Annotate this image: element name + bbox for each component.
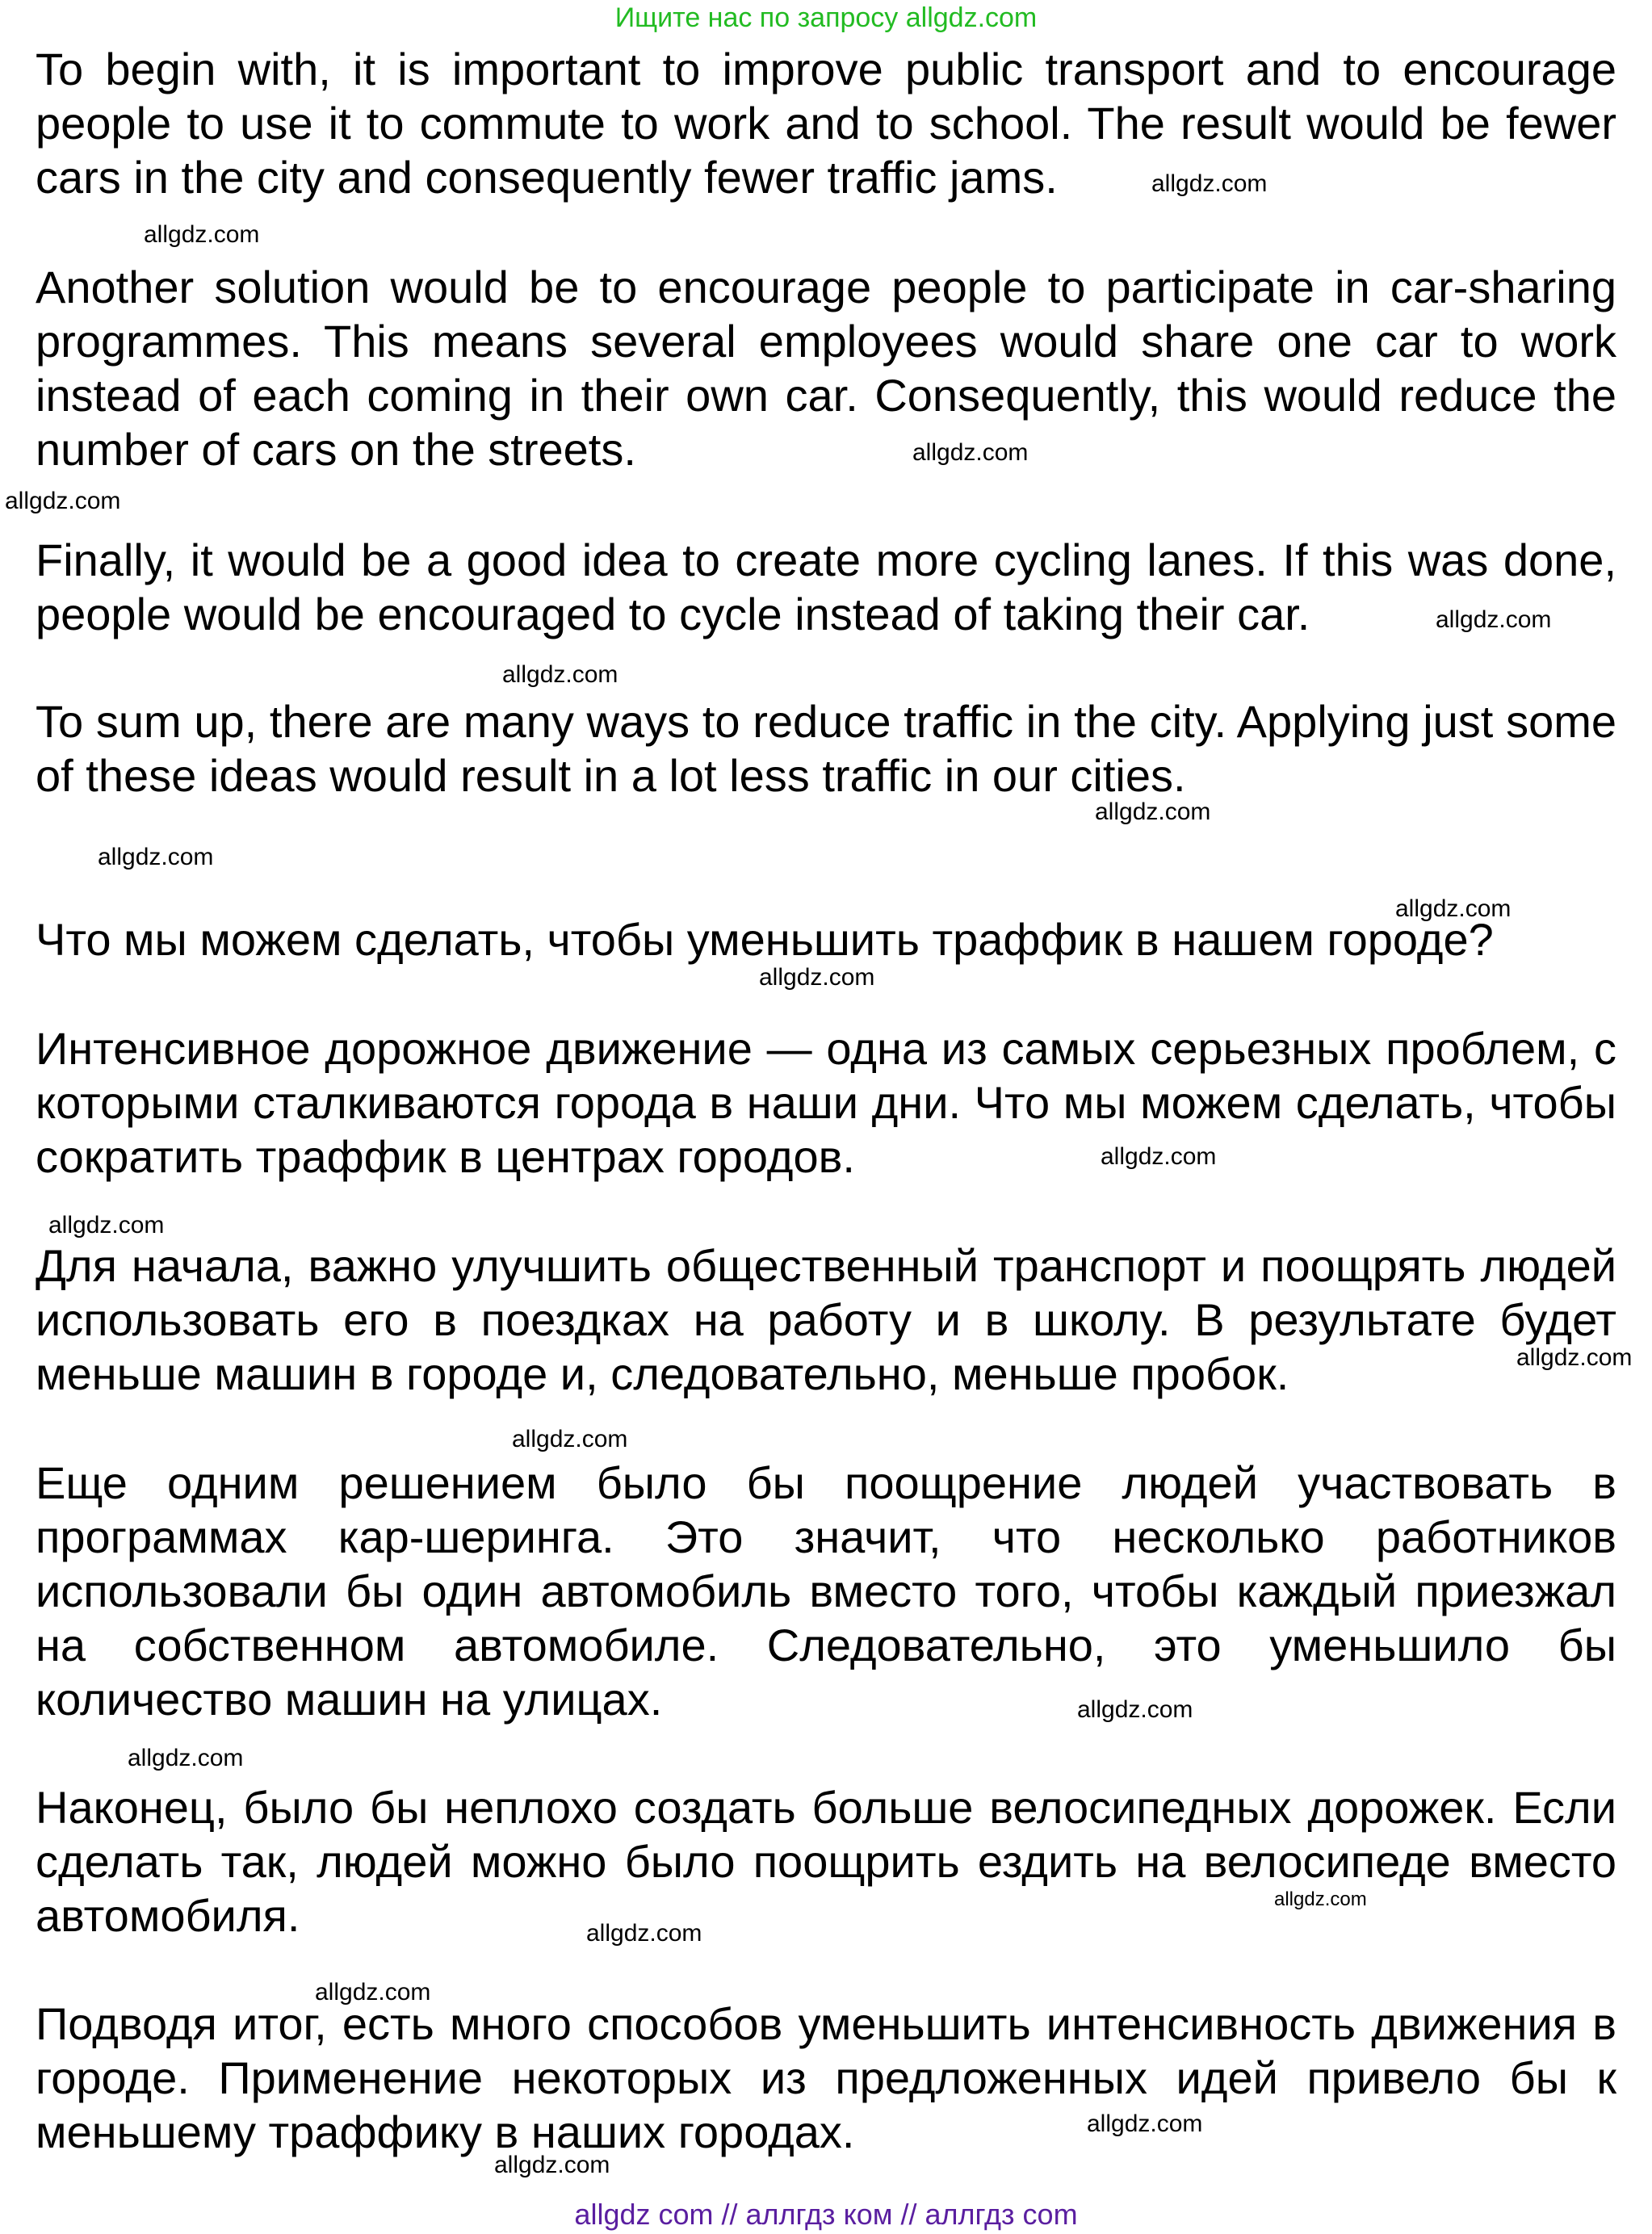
paragraph-ru-title: Что мы можем сделать, чтобы уменьшить траффик в нашем городе? [36,914,1494,965]
paragraph-ru-3: Еще одним решением было бы поощрение людей участвовать в программах кар-шеринга. Это значит, что несколько работников использовали бы один автомобиль вместо того, чтобы каждый приезжал на собственном автомобиле. Следовательно, это уменьшило бы количество машин на улицах. [36,1457,1616,1725]
watermark: allgdz.com [5,488,121,514]
watermark: allgdz.com [759,964,875,991]
watermark: allgdz.com [1095,798,1211,825]
paragraph-en-1: To begin with, it is important to improve public transport and to encourage people to use it to commute to work and to school. The result would be fewer cars in the city and consequently fewer traffic jams. [36,44,1616,203]
watermark: allgdz.com [1436,606,1552,633]
watermark: allgdz.com [494,2152,610,2178]
watermark: allgdz.com [586,1920,702,1947]
watermark: allgdz.com [128,1745,244,1771]
watermark: allgdz.com [912,439,1029,466]
watermark: allgdz.com [1274,1888,1367,1910]
watermark: allgdz.com [1077,1696,1193,1723]
watermark: allgdz.com [1101,1143,1217,1170]
watermark: allgdz.com [48,1212,165,1239]
watermark: allgdz.com [1395,895,1512,922]
paragraph-ru-1: Интенсивное дорожное движение — одна из самых серьезных проблем, с которыми сталкиваются города в наши дни. Что мы можем сделать, чтобы сократить траффик в центрах городов. [36,1023,1616,1182]
paragraph-ru-5: Подводя итог, есть много способов уменьшить интенсивность движения в городе. Применение некоторых из предложенных идей привело бы к меньшему траффику в наших городах. [36,1998,1616,2157]
paragraph-en-2: Another solution would be to encourage people to participate in car-sharing programmes. This means several employees would share one car to work instead of each coming in their own car. Consequently, this would reduce the number of cars on the streets. [36,262,1616,475]
watermark: allgdz.com [315,1979,431,2006]
paragraph-en-3: Finally, it would be a good idea to create more cycling lanes. If this was done, people would be encouraged to cycle instead of taking their car. [36,534,1616,639]
watermark: allgdz.com [98,844,214,870]
watermark: allgdz.com [512,1426,628,1452]
watermark: allgdz.com [1151,170,1268,197]
paragraph-ru-4: Наконец, было бы неплохо создать больше велосипедных дорожек. Если сделать так, людей можно было поощрить ездить на велосипеде вместо автомобиля. [36,1782,1616,1941]
watermark: allgdz.com [502,661,618,688]
watermark: allgdz.com [1516,1344,1633,1371]
search-hint: Ищите нас по запросу allgdz.com [614,2,1038,33]
paragraph-en-4: To sum up, there are many ways to reduce traffic in the city. Applying just some of these ideas would result in a lot less traffic in our cities. [36,696,1616,801]
watermark: allgdz.com [1087,2110,1203,2137]
footer-site-links: allgdz com // аллгдз ком // аллгдз com [574,2198,1078,2231]
paragraph-ru-2: Для начала, важно улучшить общественный транспорт и поощрять людей использовать его в поездках на работу и в школу. В результате будет меньше машин в городе и, следовательно, меньше пробок. [36,1240,1616,1399]
watermark: allgdz.com [144,221,260,248]
